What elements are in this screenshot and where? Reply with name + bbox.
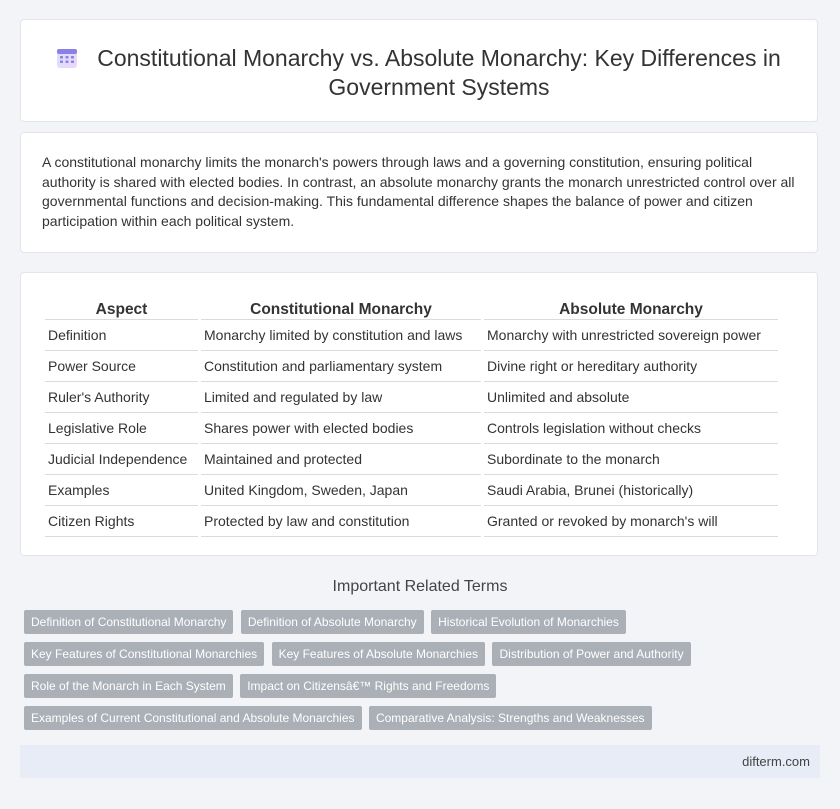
related-term-tag[interactable]: Key Features of Absolute Monarchies — [272, 642, 485, 666]
table-row — [45, 475, 778, 506]
site-link[interactable]: difterm.com — [742, 754, 810, 769]
table-cell: Saudi Arabia, Brunei (historically) — [484, 475, 778, 506]
intro-paragraph: A constitutional monarchy limits the monarch's powers through laws and a governing constitution, ensuring political authority is shared with elected bodies. In contrast, an absolute monarchy grants the monarch unrestricted control over all governmental functions and decision-making. This fundamental difference shapes the balance of power and citizen participation within each political system. — [42, 154, 795, 229]
table-row — [45, 413, 778, 444]
table-cell: Constitution and parliamentary system — [201, 351, 481, 382]
comparison-table-card — [20, 272, 818, 556]
table-cell: Unlimited and absolute — [484, 382, 778, 413]
table-row — [45, 506, 778, 537]
table-cell: Granted or revoked by monarch's will — [484, 506, 778, 537]
header-absolute: Absolute Monarchy — [484, 293, 778, 320]
intro-card — [20, 132, 818, 253]
table-cell: Subordinate to the monarch — [484, 444, 778, 475]
header-aspect: Aspect — [45, 293, 198, 320]
related-terms-heading: Important Related Terms — [332, 578, 508, 595]
header-constitutional: Constitutional Monarchy — [201, 293, 481, 320]
table-cell: Citizen Rights — [45, 506, 198, 537]
table-cell: Ruler's Authority — [45, 382, 198, 413]
table-cell: Definition — [45, 320, 198, 351]
table-header-row — [45, 293, 778, 320]
related-term-tag[interactable]: Historical Evolution of Monarchies — [431, 610, 626, 634]
related-term-tag[interactable]: Distribution of Power and Authority — [492, 642, 690, 666]
table-cell: Controls legislation without checks — [484, 413, 778, 444]
table-row — [45, 320, 778, 351]
table-cell: United Kingdom, Sweden, Japan — [201, 475, 481, 506]
table-cell: Monarchy with unrestricted sovereign power — [484, 320, 778, 351]
related-term-tag[interactable]: Examples of Current Constitutional and Absolute Monarchies — [24, 706, 362, 730]
table-cell: Shares power with elected bodies — [201, 413, 481, 444]
related-term-tag[interactable]: Comparative Analysis: Strengths and Weaknesses — [369, 706, 652, 730]
table-cell: Power Source — [45, 351, 198, 382]
table-row — [45, 444, 778, 475]
page-title: Constitutional Monarchy vs. Absolute Monarchy: Key Differences in Government Systems — [97, 45, 781, 100]
table-cell: Legislative Role — [45, 413, 198, 444]
table-cell: Divine right or hereditary authority — [484, 351, 778, 382]
related-term-tag[interactable]: Definition of Absolute Monarchy — [241, 610, 424, 634]
related-term-tag[interactable]: Definition of Constitutional Monarchy — [24, 610, 233, 634]
title-card — [20, 19, 818, 122]
related-term-tag[interactable]: Role of the Monarch in Each System — [24, 674, 233, 698]
table-cell: Judicial Independence — [45, 444, 198, 475]
footer — [20, 745, 820, 778]
table-row — [45, 351, 778, 382]
comparison-table — [42, 293, 781, 537]
table-cell: Monarchy limited by constitution and laws — [201, 320, 481, 351]
table-cell: Limited and regulated by law — [201, 382, 481, 413]
table-row — [45, 382, 778, 413]
related-term-tag[interactable]: Impact on Citizensâ€™ Rights and Freedoms — [240, 674, 496, 698]
related-term-tag[interactable]: Key Features of Constitutional Monarchies — [24, 642, 264, 666]
table-cell: Maintained and protected — [201, 444, 481, 475]
table-cell: Examples — [45, 475, 198, 506]
table-cell: Protected by law and constitution — [201, 506, 481, 537]
related-terms-list — [24, 610, 824, 738]
